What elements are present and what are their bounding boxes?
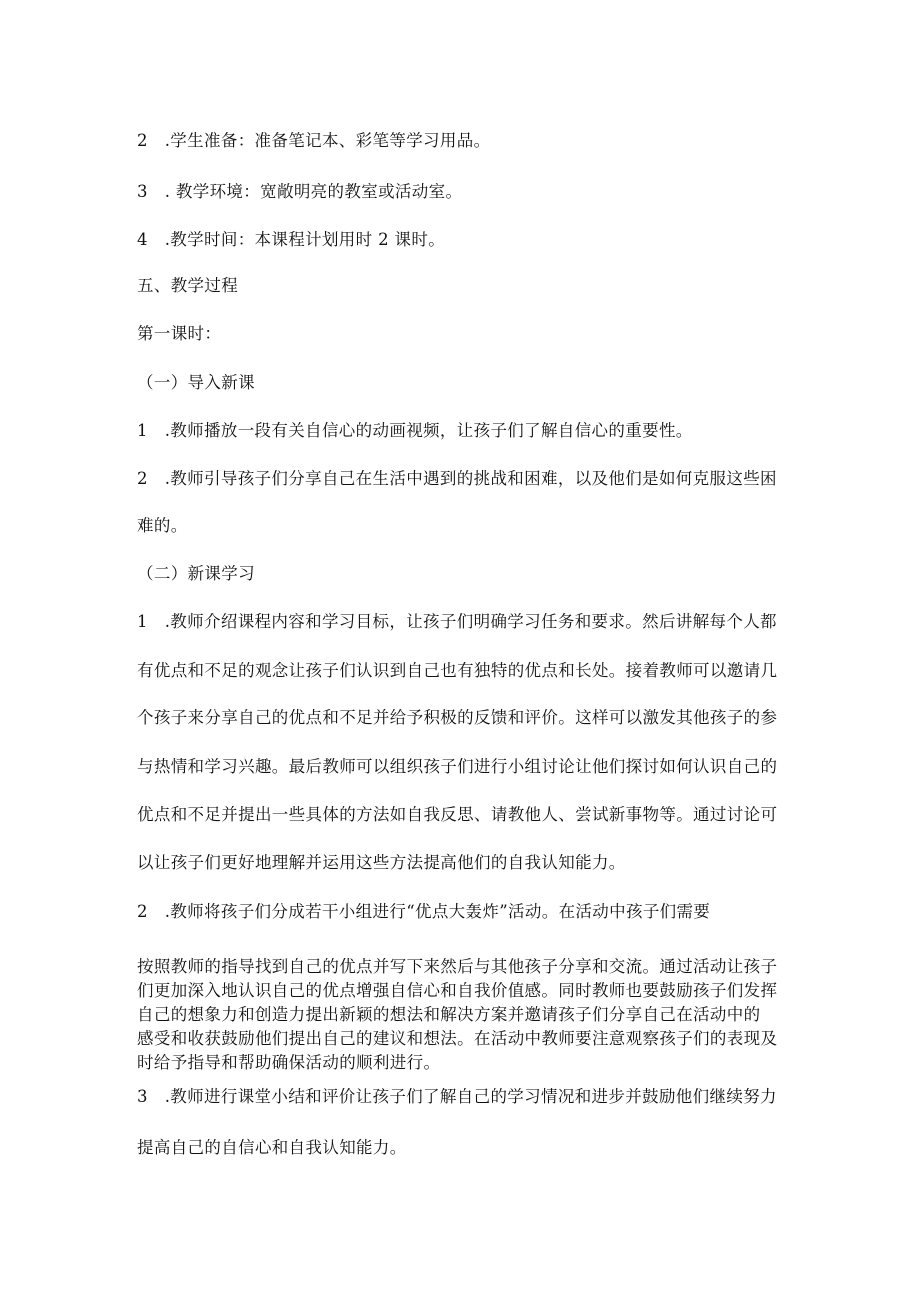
paragraph-new-lesson-2-body (137, 955, 785, 1075)
dense-line: 自己的想象力和创造力提出新颖的想法和解决方案并邀请孩子们分享自己在活动中的 (137, 1005, 761, 1024)
paragraph-new-lesson-1-line-4: 与热情和学习兴趣。最后教师可以组织孩子们进行小组讨论让他们探讨如何认识自己的 (137, 757, 778, 776)
subheading-new-lesson: （二）新课学习 (137, 564, 255, 583)
dense-line: 感受和收获鼓励他们提出自己的建议和想法。在活动中教师要注意观察孩子们的表现及 (137, 1029, 778, 1048)
paragraph-summary-line-2: 提高自己的自信心和自我认知能力。 (137, 1138, 407, 1157)
paragraph-new-lesson-1-line-6: 以让孩子们更好地理解并运用这些方法提高他们的自我认知能力。 (137, 853, 626, 872)
lesson-heading-first: 第一课时： (137, 324, 222, 343)
paragraph-new-lesson-1-line-3: 个孩子来分享自己的优点和不足并给予积极的反馈和评价。这样可以激发其他孩子的参 (137, 708, 778, 727)
paragraph-new-lesson-1-line-1: 1 .教师介绍课程内容和学习目标，让孩子们明确学习任务和要求。然后讲解每个人都 (137, 612, 777, 631)
paragraph-student-preparation: 2 .学生准备：准备笔记本、彩笔等学习用品。 (137, 131, 491, 150)
paragraph-intro-2-line-1: 2 .教师引导孩子们分享自己在生活中遇到的挑战和困难，以及他们是如何克服这些困 (137, 469, 777, 488)
paragraph-new-lesson-2-line-1: 2 .教师将孩子们分成若干小组进行“优点大轰炸”活动。在活动中孩子们需要 (137, 902, 711, 921)
paragraph-teaching-environment: 3 . 教学环境：宽敞明亮的教室或活动室。 (137, 182, 463, 201)
subheading-introduction: （一）导入新课 (137, 373, 255, 392)
paragraph-intro-2-line-2: 难的。 (137, 516, 188, 535)
paragraph-summary-line-1: 3 .教师进行课堂小结和评价让孩子们了解自己的学习情况和进步并鼓励他们继续努力 (137, 1087, 777, 1106)
dense-line: 按照教师的指导找到自己的优点并写下来然后与其他孩子分享和交流。通过活动让孩子 (137, 957, 778, 976)
dense-line: 们更加深入地认识自己的优点增强自信心和自我价值感。同时教师也要鼓励孩子们发挥 (137, 981, 778, 1000)
dense-line: 时给予指导和帮助确保活动的顺利进行。 (137, 1053, 441, 1072)
paragraph-new-lesson-1-line-5: 优点和不足并提出一些具体的方法如自我反思、请教他人、尝试新事物等。通过讨论可 (137, 805, 778, 824)
section-heading-teaching-process: 五、教学过程 (137, 276, 239, 295)
paragraph-new-lesson-1-line-2: 有优点和不足的观念让孩子们认识到自己也有独特的优点和长处。接着教师可以邀请几 (137, 661, 778, 680)
paragraph-teaching-time: 4 .教学时间：本课程计划用时 2 课时。 (137, 230, 446, 249)
paragraph-intro-1: 1 .教师播放一段有关自信心的动画视频，让孩子们了解自信心的重要性。 (137, 421, 693, 440)
